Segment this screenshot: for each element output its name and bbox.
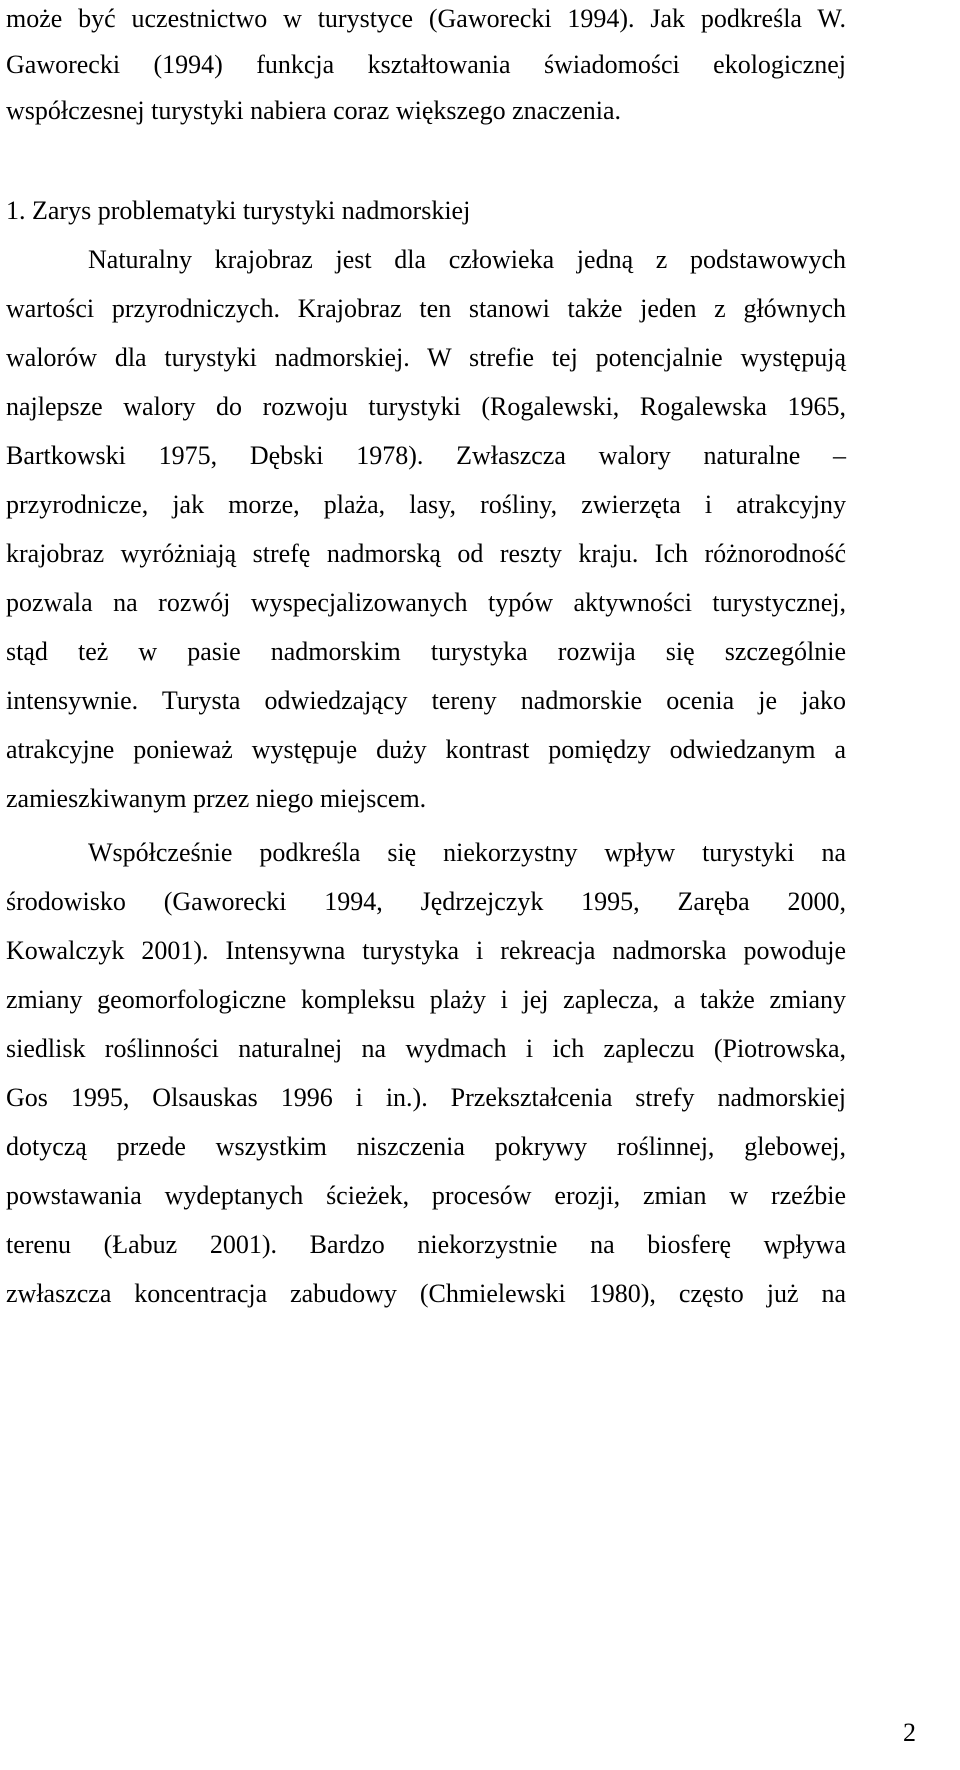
paragraph-line: przyrodnicze, jak morze, plaża, lasy, rośliny, zwierzęta i atrakcyjny [6,490,846,519]
page-number: 2 [903,1718,916,1747]
paragraph-line: atrakcyjne ponieważ występuje duży kontrast pomiędzy odwiedzanym a [6,735,846,764]
paragraph-line: Naturalny krajobraz jest dla człowieka jedną z podstawowych [88,245,846,274]
paragraph-line: siedlisk roślinności naturalnej na wydmach i ich zapleczu (Piotrowska, [6,1034,846,1063]
paragraph-line: intensywnie. Turysta odwiedzający tereny nadmorskie ocenia je jako [6,686,846,715]
paragraph-line: walorów dla turystyki nadmorskiej. W strefie tej potencjalnie występują [6,343,846,372]
paragraph-line: najlepsze walory do rozwoju turystyki (Rogalewski, Rogalewska 1965, [6,392,846,421]
paragraph-line: zmiany geomorfologiczne kompleksu plaży i jej zaplecza, a także zmiany [6,985,846,1014]
paragraph-line: środowisko (Gaworecki 1994, Jędrzejczyk 1995, Zaręba 2000, [6,887,846,916]
paragraph-line: terenu (Łabuz 2001). Bardzo niekorzystnie na biosferę wpływa [6,1230,846,1259]
intro-line: współczesnej turystyki nabiera coraz większego znaczenia. [6,96,622,125]
paragraph-line: Współcześnie podkreśla się niekorzystny wpływ turystyki na [88,838,846,867]
paragraph-line: Bartkowski 1975, Dębski 1978). Zwłaszcza walory naturalne – [6,441,846,470]
paragraph-line: stąd też w pasie nadmorskim turystyka rozwija się szczególnie [6,637,846,666]
section-heading: 1. Zarys problematyki turystyki nadmorskiej [6,196,471,225]
paragraph-line: wartości przyrodniczych. Krajobraz ten stanowi także jeden z głównych [6,294,846,323]
paragraph-line: powstawania wydeptanych ścieżek, procesów erozji, zmian w rzeźbie [6,1181,846,1210]
paragraph-line: Gos 1995, Olsauskas 1996 i in.). Przekształcenia strefy nadmorskiej [6,1083,846,1112]
paragraph-line: Kowalczyk 2001). Intensywna turystyka i rekreacja nadmorska powoduje [6,936,846,965]
paragraph-line: pozwala na rozwój wyspecjalizowanych typów aktywności turystycznej, [6,588,846,617]
paragraph-line: zwłaszcza koncentracja zabudowy (Chmielewski 1980), często już na [6,1279,846,1308]
intro-line: Gaworecki (1994) funkcja kształtowania świadomości ekologicznej [6,50,846,79]
paragraph-line: dotyczą przede wszystkim niszczenia pokrywy roślinnej, glebowej, [6,1132,846,1161]
paragraph-line: zamieszkiwanym przez niego miejscem. [6,784,427,813]
paragraph-line: krajobraz wyróżniają strefę nadmorską od reszty kraju. Ich różnorodność [6,539,846,568]
intro-line: może być uczestnictwo w turystyce (Gaworecki 1994). Jak podkreśla W. [6,4,846,33]
